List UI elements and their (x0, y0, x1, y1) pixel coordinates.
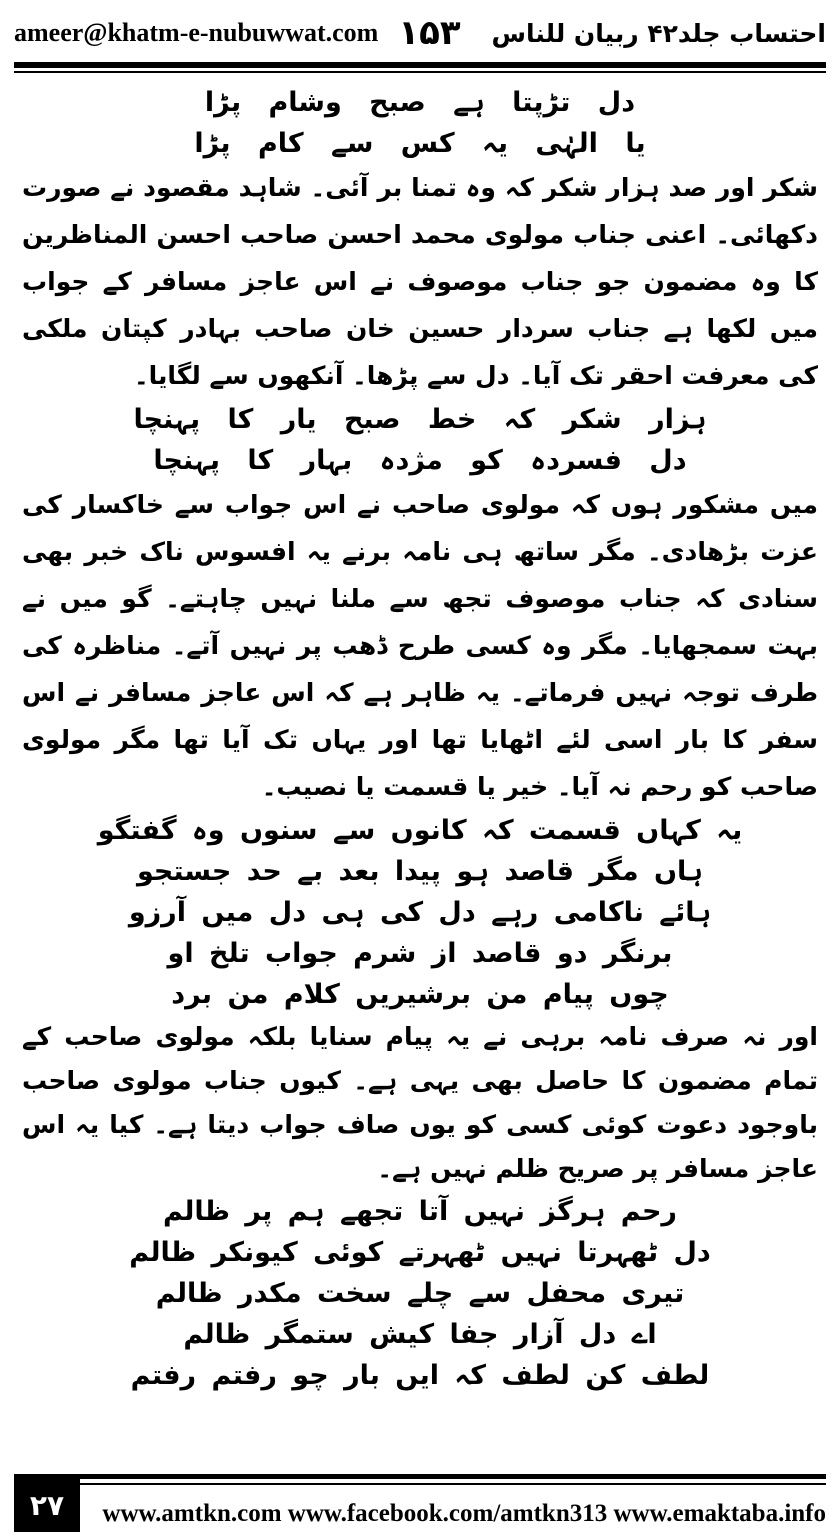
verse-line: دل ٹھہرتا نہیں ٹھہرتے کوئی کیونکر ظالم (129, 1237, 711, 1268)
paragraph-2: میں مشکور ہوں کہ مولوی صاحب نے اس جواب سے خاکسار کی عزت بڑھادی۔ مگر ساتھ ہی نامہ برنے یہ افسوس ناک خبر بھی سنادی کہ جناب موصوف تجھ سے ملنا نہیں چاہتے۔ گو میں نے بہت سمجھایا۔ مگر وہ کسی طرح ڈھب پر نہیں آتے۔ مناظرہ کی طرف توجہ نہیں فرماتے۔ یہ ظاہر ہے کہ اس عاجز مسافر نے اس سفر کا بار اسی لئے اٹھایا تھا اور یہاں تک آیا تھا مگر مولوی صاحب کو رحم نہ آیا۔ خیر یا قسمت یا نصیب۔ (22, 490, 818, 801)
verse-line: دل تڑپتا ہے صبح وشام پڑا (204, 87, 636, 118)
page-footer (14, 1474, 826, 1532)
verse-line: چوں پیام من برشیریں کلام من برد (171, 979, 669, 1010)
couplet-2 (22, 399, 818, 481)
verse-line: ہائے ناکامی رہے دل کی ہی دل میں آرزو (128, 897, 712, 928)
footer-rule-thin (14, 1483, 826, 1485)
footer-links: www.amtkn.com www.facebook.com/amtkn313 www.emaktaba.info (102, 1500, 826, 1527)
footer-code-badge: ۲۷ (14, 1478, 80, 1532)
verse-block-3 (22, 810, 818, 1015)
verse-line: رحم ہرگز نہیں آتا تجھے ہم پر ظالم (163, 1196, 677, 1227)
verse-line: ہاں مگر قاصد ہو پیدا بعد بے حد جستجو (136, 856, 703, 887)
verse-line: دل فسردہ کو مژدہ بہار کا پہنچا (153, 445, 687, 476)
verse-line: ہزار شکر کہ خط صبح یار کا پہنچا (133, 404, 707, 435)
header-email: ameer@khatm-e-nubuwwat.com (14, 18, 379, 47)
verse-line: لطف کن لطف کہ ایں بار چو رفتم رفتم (130, 1360, 710, 1391)
couplet-1 (22, 82, 818, 164)
header-rule-thin (14, 71, 826, 73)
paragraph-3: اور نہ صرف نامہ برہی نے یہ پیام سنایا بلکہ مولوی صاحب کے تمام مضمون کا حاصل بھی یہی ہے۔ کیوں جناب مولوی صاحب باوجود دعوت کوئی کسی کو یوں صاف جواب دیتا ہے۔ کیا یہ اس عاجز مسافر پر صریح ظلم نہیں ہے۔ (22, 1022, 818, 1183)
verse-line: تیری محفل سے چلے سخت مکدر ظالم (155, 1278, 685, 1309)
page-header (14, 8, 826, 58)
verse-line: برنگر دو قاصد از شرم جواب تلخ او (167, 938, 673, 969)
paragraph-1: شکر اور صد ہزار شکر کہ وہ تمنا بر آئی۔ شاہد مقصود نے صورت دکھائی۔ اعنی جناب مولوی محمد احسن صاحب احسن المناظرین کا وہ مضمون جو جناب موصوف نے اس عاجز مسافر کے جواب میں لکھا ہے جناب سردار حسین خان صاحب بہادر کپتان ملکی کی معرفت احقر تک آیا۔ دل سے پڑھا۔ آنکھوں سے لگایا۔ (22, 173, 818, 390)
header-left (14, 13, 461, 53)
verse-line: اے دل آزار جفا کیش ستمگر ظالم (183, 1319, 657, 1350)
verse-block-4 (22, 1191, 818, 1396)
page-content (22, 82, 818, 1460)
page-number: ۱۵۳ (398, 13, 461, 53)
running-title: احتساب جلد۴۲ ربیان للناس (491, 18, 826, 48)
verse-line: یہ کہاں قسمت کہ کانوں سے سنوں وہ گفتگو (97, 815, 743, 846)
footer-rule-thick (14, 1474, 826, 1479)
header-rule-thick (14, 62, 826, 68)
verse-line: یا الہٰی یہ کس سے کام پڑا (194, 128, 646, 159)
